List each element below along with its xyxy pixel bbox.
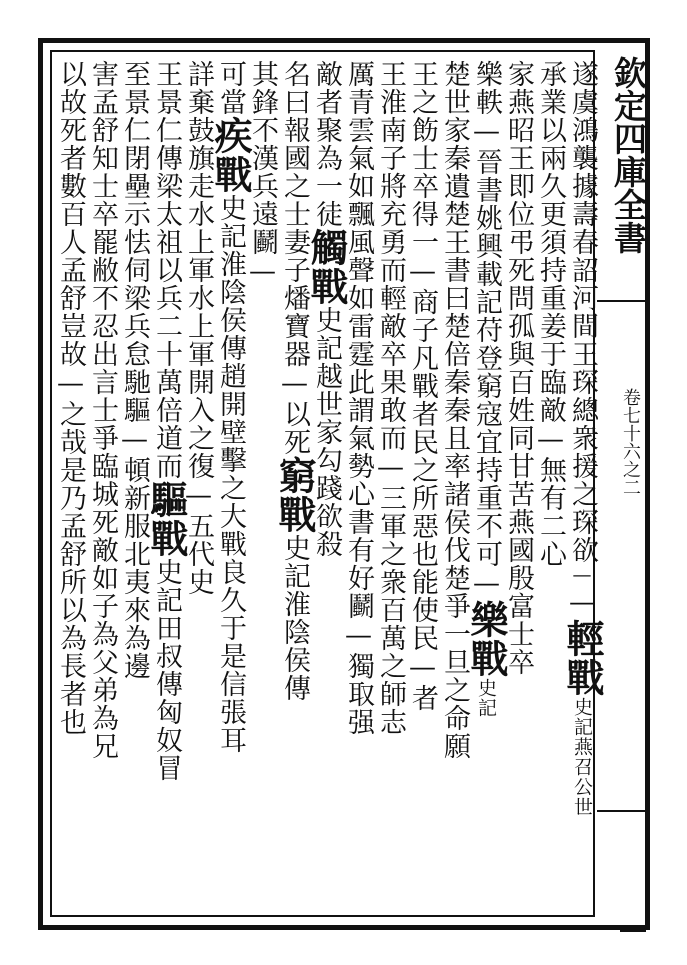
body-text: 詳棄鼓旗走水上軍水上軍開入之復—五代史 <box>183 60 214 596</box>
entry-heading: 觸戰 <box>304 228 349 306</box>
body-text: 害孟舒知士卒罷敝不忍出言士爭臨城死敵如子為父弟為兄 <box>87 60 118 760</box>
text-column-4 <box>464 60 509 905</box>
margin-divider-top <box>597 300 650 302</box>
text-column-12 <box>208 60 253 905</box>
text-column-14 <box>144 60 189 905</box>
entry-heading: 輕戰 <box>560 619 605 697</box>
body-text: 王淮南子將充勇而輕敵卒果敢而—三軍之衆百萬之師志 <box>375 60 406 736</box>
body-text: 以故死者數百人孟舒豈故—之哉是乃孟舒所以為長者也 <box>55 60 86 736</box>
text-column-1 <box>560 60 605 905</box>
entry-heading: 疾戰 <box>208 116 253 194</box>
body-text: 厲青雲氣如飄風聲如雷霆此謂氣勢心書有好鬬—獨取强 <box>343 60 374 736</box>
body-text: 王之飭士卒得一—商子凡戰者民之所惡也能使民—者 <box>407 60 438 712</box>
entry-heading: 窮戰 <box>272 456 317 534</box>
entry-heading: 樂戰 <box>464 600 509 678</box>
text-column-2 <box>532 60 568 905</box>
body-text: 遂虞鴻襲據壽春詔河間王琛總衆援之琛欲 <box>567 60 598 564</box>
entry-heading: 驅戰 <box>144 480 189 558</box>
text-column-7 <box>372 60 408 905</box>
body-text: 名曰報國之士 <box>279 60 310 228</box>
text-column-16 <box>84 60 120 905</box>
text-column-8 <box>340 60 376 905</box>
book-title: 欽定四庫全書 <box>609 56 648 254</box>
small-annotation: 史記 <box>475 678 497 718</box>
body-text: 承業以兩久更須持重姜于臨敵—無有二心 <box>535 60 566 568</box>
body-text: 其鋒不 <box>247 60 278 144</box>
text-column-5 <box>436 60 472 905</box>
small-annotation: — <box>571 564 593 587</box>
body-text: 至景仁閉壘示怯伺梁兵怠馳驅—頓新服北夷來為邊 <box>119 60 150 680</box>
text-column-3 <box>500 60 536 905</box>
body-text: 王景仁傳梁太祖以兵二十萬倍道而 <box>151 60 182 480</box>
small-annotation: 史記燕召公世 <box>571 697 593 817</box>
body-text: 樂軼—晉書姚興載記苻登窮寇宜持重不可— <box>471 60 502 600</box>
body-text: — <box>567 587 598 619</box>
corner-mark <box>620 930 646 932</box>
body-text: 史記淮陰侯傳 <box>279 534 310 702</box>
body-text: 史記田叔傳匈奴冒 <box>151 558 182 782</box>
body-text: 史記淮陰侯傳趙開壁擊之大戰良久于是信張耳 <box>215 194 246 754</box>
body-text: 楚世家秦遺楚王書曰楚倍秦秦且率諸侯伐楚爭一旦之命願 <box>439 60 470 760</box>
body-text: 可當 <box>215 60 246 116</box>
body-text: 家燕昭王即位弔死問孤與百姓同甘苦燕國殷富士卒 <box>503 60 534 676</box>
body-text: 妻子燔寶器—以死 <box>279 228 310 456</box>
text-column-6 <box>404 60 440 905</box>
volume-label: 卷七十六之二 <box>620 388 641 496</box>
body-text: 敵者聚為一徒 <box>311 60 342 228</box>
body-text: 史記越世家勾踐欲殺 <box>311 306 342 558</box>
text-column-17 <box>52 60 88 905</box>
text-column-15 <box>116 60 152 905</box>
text-column-10 <box>272 60 317 905</box>
body-text: 漢兵遠鬬— <box>247 144 278 288</box>
margin-divider-bottom <box>597 810 650 812</box>
